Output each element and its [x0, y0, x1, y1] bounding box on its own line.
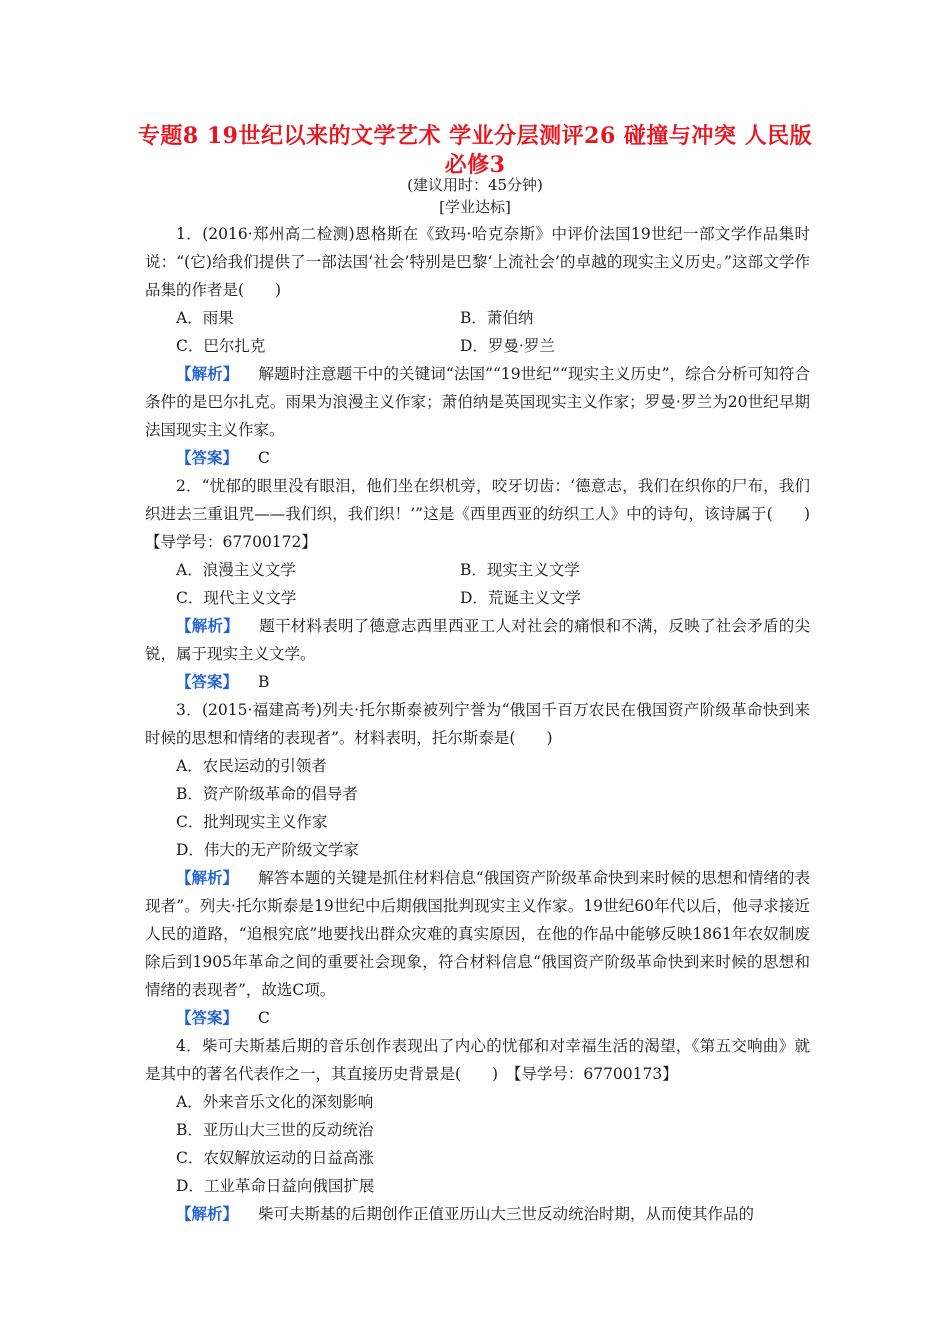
answer-label: 【答案】	[176, 1008, 239, 1027]
answer-value: C	[258, 1009, 270, 1027]
analysis-1	[145, 360, 810, 444]
question-stem-4: 4．柴可夫斯基后期的音乐创作表现出了内心的忧郁和对幸福生活的渴望，《第五交响曲》就是其中的著名代表作之一，其直接历史背景是( ) 【导学号：67700173】	[145, 1037, 810, 1083]
option-row	[145, 584, 810, 612]
option-b: B．现实主义文学	[460, 561, 580, 579]
option-row	[145, 556, 810, 584]
option-c: C．农奴解放运动的日益高涨	[176, 1149, 374, 1167]
answer-2	[145, 668, 810, 696]
analysis-4	[145, 1200, 810, 1228]
analysis-label: 【解析】	[176, 1204, 239, 1223]
answer-value: B	[258, 673, 270, 691]
question-stem-3: 3．(2015·福建高考)列夫·托尔斯泰被列宁誉为“俄国千百万农民在俄国资产阶级革命快到来时候的思想和情绪的表现者”。材料表明，托尔斯泰是( )	[145, 701, 810, 747]
answer-value: C	[258, 449, 270, 467]
answer-label: 【答案】	[176, 448, 239, 467]
option-b: B．萧伯纳	[460, 309, 534, 327]
answer-3	[145, 1004, 810, 1032]
analysis-2	[145, 612, 810, 668]
analysis-label: 【解析】	[176, 364, 239, 383]
document-title: 专题8 19世纪以来的文学艺术 学业分层测评26 碰撞与冲突 人民版必修3	[137, 123, 813, 178]
option-a: A．浪漫主义文学	[176, 561, 296, 579]
question-list	[145, 220, 826, 1228]
option-a: A．雨果	[176, 309, 234, 327]
answer-label: 【答案】	[176, 672, 239, 691]
option-c: C．现代主义文学	[176, 589, 297, 607]
analysis-label: 【解析】	[176, 616, 239, 635]
option-row	[145, 304, 810, 332]
analysis-text: 题干材料表明了德意志西里西亚工人对社会的痛恨和不满，反映了社会矛盾的尖锐，属于现实主义文学。	[145, 617, 810, 663]
question-stem-1: 1．(2016·郑州高二检测)恩格斯在《致玛·哈克奈斯》中评价法国19世纪一部文学作品集时说：“(它)给我们提供了一部法国‘社会’特别是巴黎‘上流社会’的卓越的现实主义历史。”这部文学作品集的作者是( )	[145, 225, 810, 299]
option-d: D．工业革命日益向俄国扩展	[176, 1177, 375, 1195]
section-heading: [学业达标]	[439, 198, 511, 216]
question-stem-2: 2．“忧郁的眼里没有眼泪，他们坐在织机旁，咬牙切齿：‘德意志，我们在织你的尸布，我们织进去三重诅咒——我们织，我们织！’”这是《西里西亚的纺织工人》中的诗句，该诗属于( ) 【导学号：67700172】	[145, 477, 826, 551]
analysis-text: 柴可夫斯基的后期创作正值亚历山大三世反动统治时期，从而使其作品的	[258, 1205, 755, 1223]
option-b: B．资产阶级革命的倡导者	[176, 785, 358, 803]
option-b: B．亚历山大三世的反动统治	[176, 1121, 374, 1139]
option-d: D．罗曼·罗兰	[460, 337, 555, 355]
analysis-text: 解题时注意题干中的关键词“法国”“19世纪”“现实主义历史”，综合分析可知符合条件的是巴尔扎克。雨果为浪漫主义作家；萧伯纳是英国现实主义作家；罗曼·罗兰为20世纪早期法国现实主义作家。	[145, 365, 810, 439]
option-d: D．荒诞主义文学	[460, 589, 581, 607]
analysis-3	[145, 864, 810, 1004]
option-d: D．伟大的无产阶级文学家	[176, 841, 359, 859]
analysis-label: 【解析】	[176, 868, 239, 887]
option-a: A．外来音乐文化的深刻影响	[176, 1093, 374, 1111]
option-c: C．批判现实主义作家	[176, 813, 328, 831]
analysis-text: 解答本题的关键是抓住材料信息“俄国资产阶级革命快到来时候的思想和情绪的表现者”。列夫·托尔斯泰是19世纪中后期俄国批判现实主义作家。19世纪60年代以后，他寻求接近人民的道路，“追根究底”地要找出群众灾难的真实原因，在他的作品中能够反映1861年农奴制废除后到1905年革命之间的重要社会现象，符合材料信息“俄国资产阶级革命快到来时候的思想和情绪的表现者”，故选C项。	[145, 869, 810, 999]
option-c: C．巴尔扎克	[176, 337, 266, 355]
answer-1	[145, 444, 810, 472]
suggested-time: (建议用时：45分钟)	[407, 176, 543, 194]
option-row	[145, 332, 810, 360]
option-a: A．农民运动的引领者	[176, 757, 327, 775]
